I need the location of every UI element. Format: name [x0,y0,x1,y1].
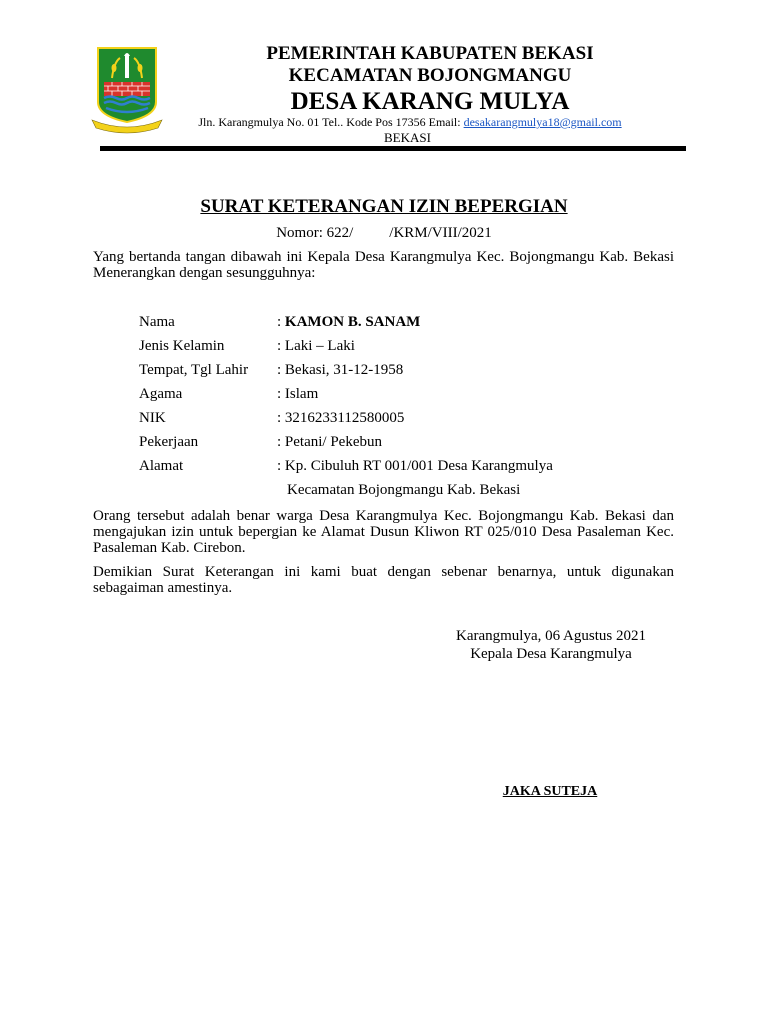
field-value [277,385,318,403]
field-value-text: Kecamatan Bojongmangu Kab. Bekasi [287,482,521,498]
letter-number [80,224,688,242]
field-label: Nama [139,314,175,330]
email-link[interactable]: desakarangmulya18@gmail.com [463,115,622,129]
letter-number-suffix: /KRM/VIII/2021 [389,225,492,241]
field-colon: : [277,434,285,450]
field-colon: : [277,314,285,330]
field-value [277,313,420,331]
field-colon: : [277,338,285,354]
field-agama [139,385,679,409]
field-alamat [139,457,679,481]
field-value [277,433,382,451]
signature-date: Karangmulya, 06 Agustus 2021 [456,628,646,644]
field-nik [139,409,679,433]
field-value-text: KAMON B. SANAM [284,314,421,330]
field-colon: : [277,458,285,474]
field-value [277,337,355,355]
letterhead-city: BEKASI [384,130,431,145]
regency-emblem-icon [90,44,164,134]
field-label: Agama [139,386,183,402]
letterhead-village: DESA KARANG MULYA [290,88,570,115]
field-label: Alamat [139,458,184,474]
field-value [277,457,553,475]
field-value-text: Islam [284,386,319,402]
field-value-text: Bekasi, 31-12-1958 [284,362,404,378]
field-label: Tempat, Tgl Lahir [139,362,249,378]
field-value-text: Petani/ Pekebun [284,434,382,450]
field-nama [139,313,679,337]
address-text: Jln. Karangmulya No. 01 Tel.. Kode Pos 17356 Email: [198,115,464,129]
letterhead-district: KECAMATAN BOJONGMANGU [288,65,572,86]
letterhead-address [170,115,650,130]
letterhead-government: PEMERINTAH KABUPATEN BEKASI [266,43,594,64]
signatory-name: JAKA SUTEJA [502,784,598,799]
field-label: Pekerjaan [139,434,199,450]
field-value [277,361,403,379]
closing-paragraph: Demikian Surat Keterangan ini kami buat dengan sebenar benarnya, untuk digunakan sebagaiman amestinya. [93,564,674,596]
letter-number-prefix: Nomor: 622/ [276,225,354,241]
field-label: NIK [139,410,166,426]
field-value-text: 3216233112580005 [284,410,405,426]
field-tempat-tgl-lahir [139,361,679,385]
statement-paragraph: Orang tersebut adalah benar warga Desa Karangmulya Kec. Bojongmangu Kab. Bekasi dan mengajukan izin untuk bepergian ke Alamat Dusun Kliwon RT 025/010 Desa Pasaleman Kec. Pasaleman Kab. Cirebon. [93,508,674,556]
field-jenis-kelamin [139,337,679,361]
field-label: Jenis Kelamin [139,338,225,354]
field-value-text: Laki – Laki [284,338,355,354]
field-colon: : [277,362,285,378]
field-colon: : [277,410,285,426]
field-value [277,409,404,427]
field-colon: : [277,386,285,402]
opening-paragraph: Yang bertanda tangan dibawah ini Kepala Desa Karangmulya Kec. Bojongmangu Kab. Bekasi Menerangkan dengan sesungguhnya: [93,249,674,281]
field-alamat-continued [139,481,679,505]
letterhead-divider [100,146,686,151]
signatory-position: Kepala Desa Karangmulya [470,646,632,662]
field-value-text: Kp. Cibuluh RT 001/001 Desa Karangmulya [284,458,553,474]
field-pekerjaan [139,433,679,457]
letter-title: SURAT KETERANGAN IZIN BEPERGIAN [200,196,568,217]
